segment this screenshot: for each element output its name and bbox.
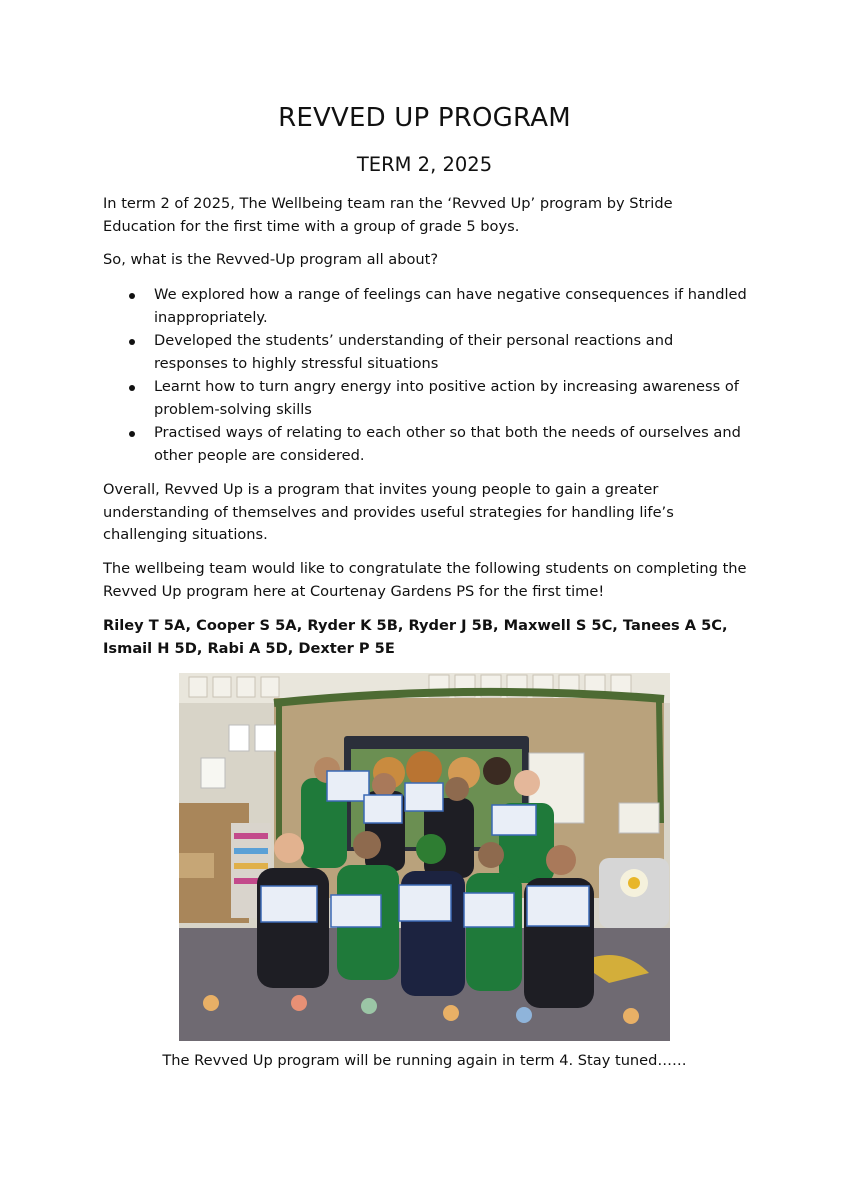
bullet-icon bbox=[129, 293, 135, 299]
list-item bbox=[103, 330, 748, 375]
bullet-icon bbox=[129, 385, 135, 391]
student-names: Riley T 5A, Cooper S 5A, Ryder K 5B, Ryder J 5B, Maxwell S 5C, Tanees A 5C, Ismail H 5D, Rabi A 5D, Dexter P 5E bbox=[103, 617, 728, 657]
program-bullet-list bbox=[103, 284, 748, 468]
congrats-paragraph: The wellbeing team would like to congratulate the following students on completing the Revved Up program here at Courtenay Gardens PS for the first time! bbox=[103, 560, 747, 600]
group-photo bbox=[179, 673, 670, 1041]
bullet-icon bbox=[129, 339, 135, 345]
page-title: REVVED UP PROGRAM bbox=[278, 103, 571, 133]
page-subtitle: TERM 2, 2025 bbox=[356, 153, 493, 176]
bullet-text: Learnt how to turn angry energy into positive action by increasing awareness of problem-solving skills bbox=[154, 378, 739, 418]
bullet-text: Practised ways of relating to each other so that both the needs of ourselves and other people are considered. bbox=[154, 424, 741, 464]
summary-paragraph: Overall, Revved Up is a program that invites young people to gain a greater understanding of themselves and provides useful strategies for handling life’s challenging situations. bbox=[103, 481, 674, 543]
list-item bbox=[103, 376, 748, 421]
intro-paragraph: In term 2 of 2025, The Wellbeing team ran the ‘Revved Up’ program by Stride Education for the first time with a group of grade 5 boys. bbox=[103, 195, 673, 235]
bullet-icon bbox=[129, 431, 135, 437]
photo-caption: The Revved Up program will be running again in term 4. Stay tuned…… bbox=[162, 1052, 687, 1069]
bullet-text: We explored how a range of feelings can have negative consequences if handled inappropriately. bbox=[154, 286, 747, 326]
list-item bbox=[103, 422, 748, 467]
question-paragraph: So, what is the Revved-Up program all about? bbox=[103, 251, 439, 268]
list-item bbox=[103, 284, 748, 329]
bullet-text: Developed the students’ understanding of their personal reactions and responses to highly stressful situations bbox=[154, 332, 674, 372]
group-photo-illustration bbox=[179, 673, 670, 1041]
